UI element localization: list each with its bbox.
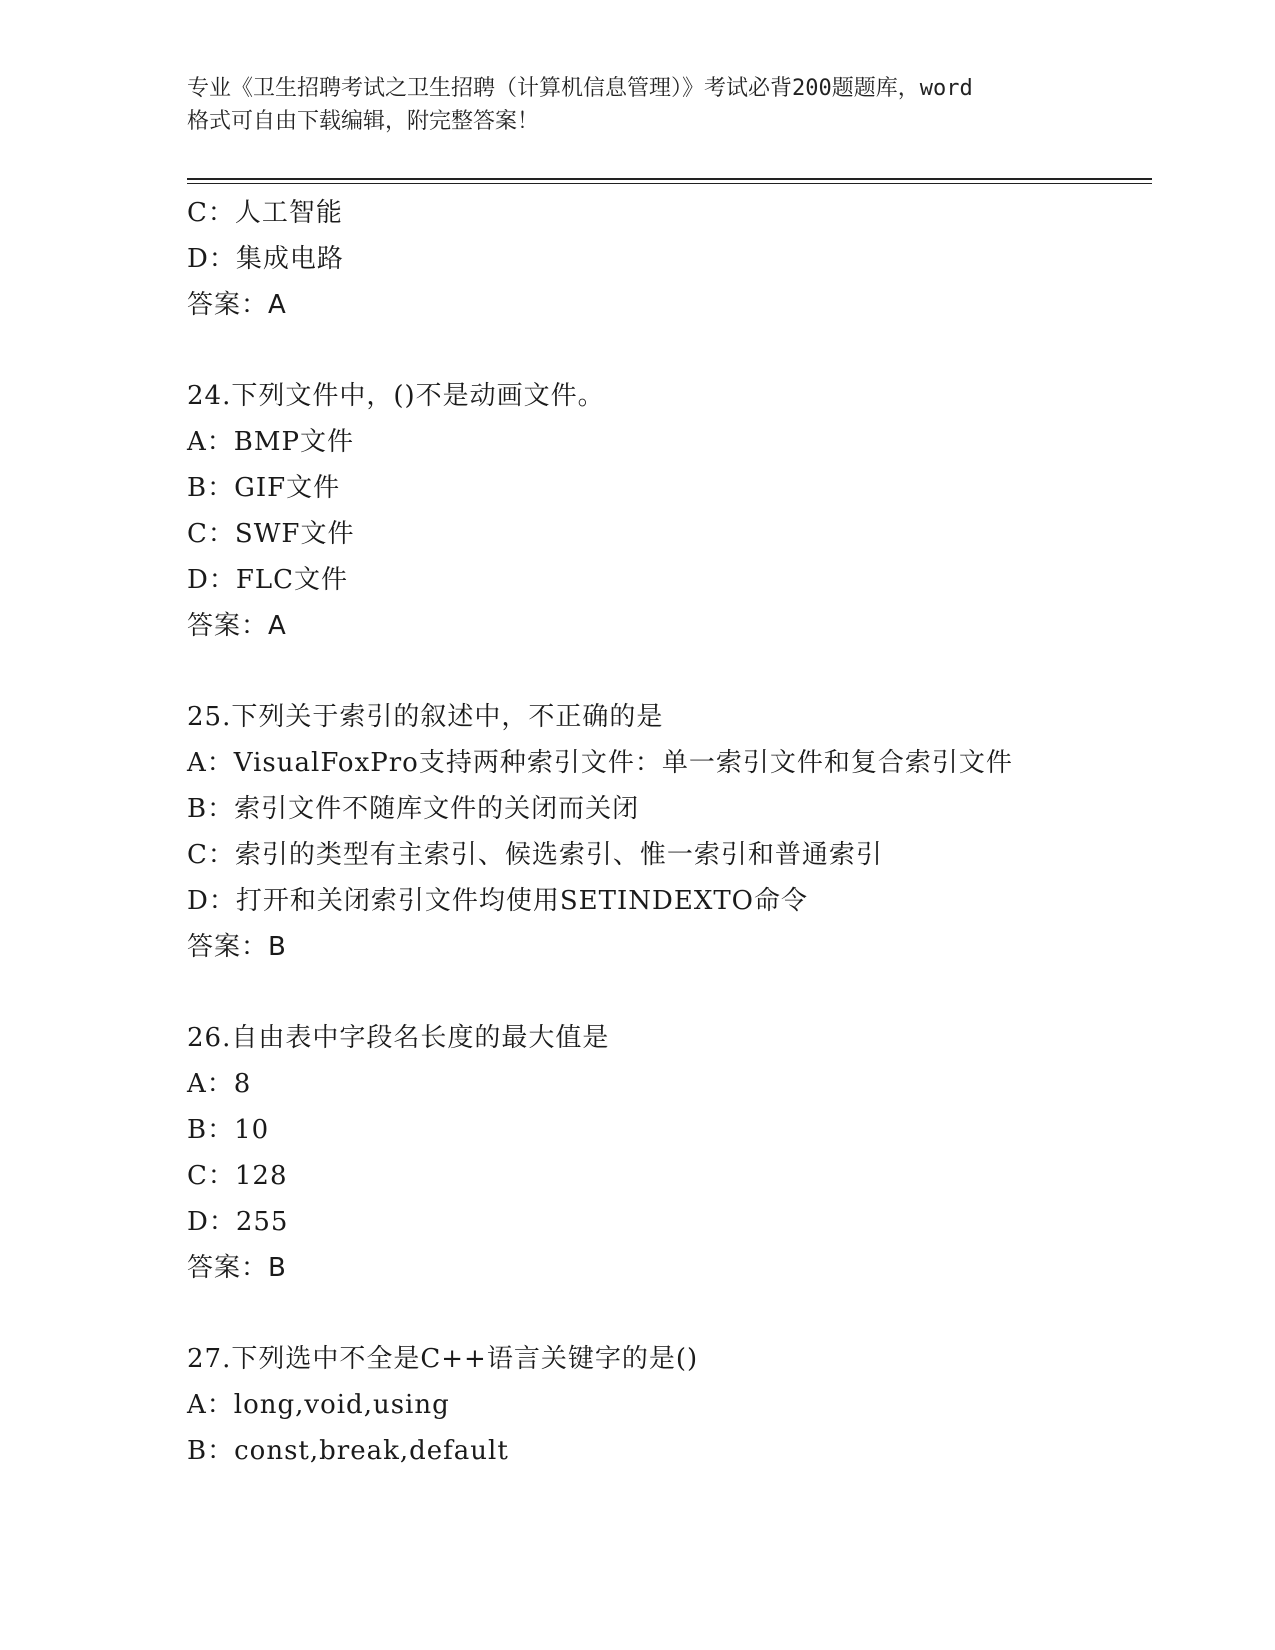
question-text: 26.自由表中字段名长度的最大值是	[187, 1023, 610, 1053]
option-b: B：索引文件不随库文件的关闭而关闭	[187, 794, 640, 824]
question-gap	[187, 1291, 1147, 1336]
option-b: B：GIF文件	[187, 473, 341, 503]
option-d: D：FLC文件	[187, 565, 349, 595]
answer-text: 答案：A	[187, 611, 287, 641]
option-a: A：VisualFoxPro支持两种索引文件：单一索引文件和复合索引文件	[187, 748, 1013, 778]
answer-text: 答案：B	[187, 1253, 287, 1283]
question-gap	[187, 649, 1147, 694]
question-block-27	[187, 1336, 1147, 1474]
question-gap	[187, 328, 1147, 373]
question-block-continued	[187, 190, 1147, 328]
question-text: 27.下列选中不全是C++语言关键字的是()	[187, 1344, 699, 1374]
question-block-25	[187, 694, 1147, 970]
option-a: A：long,void,using	[187, 1390, 450, 1420]
document-header	[187, 72, 1087, 138]
question-block-26	[187, 1015, 1147, 1291]
header-divider-thick	[187, 178, 1152, 180]
option-d: D：打开和关闭索引文件均使用SETINDEXTO命令	[187, 886, 808, 916]
option-d: D：集成电路	[187, 244, 344, 274]
header-divider-thin	[187, 183, 1152, 184]
option-d: D：255	[187, 1207, 289, 1237]
question-block-24	[187, 373, 1147, 649]
option-c: C：SWF文件	[187, 519, 355, 549]
question-text: 25.下列关于索引的叙述中，不正确的是	[187, 702, 664, 732]
header-line-1: 专业《卫生招聘考试之卫生招聘（计算机信息管理）》考试必背200题题库，word	[187, 76, 973, 101]
question-text: 24.下列文件中，()不是动画文件。	[187, 381, 605, 411]
header-line-2: 格式可自由下载编辑，附完整答案！	[187, 109, 540, 134]
option-c: C：128	[187, 1161, 288, 1191]
answer-text: 答案：B	[187, 932, 287, 962]
option-a: A：8	[187, 1069, 252, 1099]
answer-text: 答案：A	[187, 290, 287, 320]
option-c: C：人工智能	[187, 198, 343, 228]
option-b: B：10	[187, 1115, 270, 1145]
option-c: C：索引的类型有主索引、候选索引、惟一索引和普通索引	[187, 840, 883, 870]
option-a: A：BMP文件	[187, 427, 354, 457]
option-b: B：const,break,default	[187, 1436, 509, 1466]
question-gap	[187, 970, 1147, 1015]
question-list	[187, 190, 1147, 1474]
